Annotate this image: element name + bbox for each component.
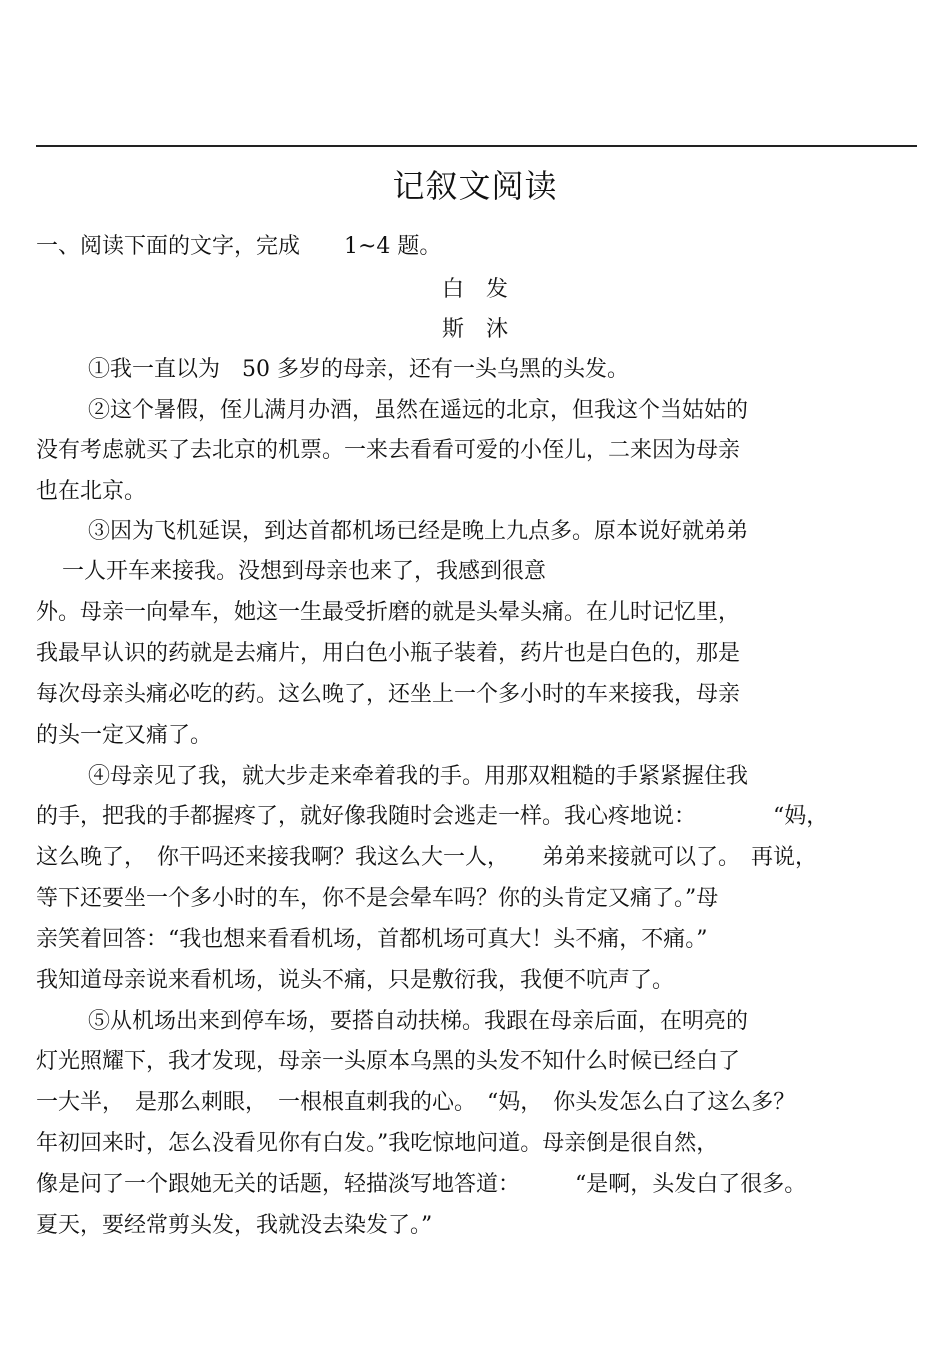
paragraph-line: 这么晚了， 你干吗还来接我啊？我这么大一人， 弟弟来接就可以了。 再说， xyxy=(36,845,818,870)
paragraph-line: ②这个暑假，侄儿满月办酒，虽然在遥远的北京，但我这个当姑姑的 xyxy=(88,398,749,423)
paragraph-line: 的手，把我的手都握疼了，就好像我随时会逃走一样。我心疼地说： “妈， xyxy=(36,804,829,829)
paragraph-line: 年初回来时，怎么没看见你有白发。”我吃惊地问道。母亲倒是很自然， xyxy=(36,1131,719,1156)
page-title: 记叙文阅读 xyxy=(392,167,558,205)
story-title: 白 发 xyxy=(441,277,508,302)
paragraph-line: ③因为飞机延误，到达首都机场已经是晚上九点多。原本说好就弟弟 xyxy=(88,519,749,544)
paragraph-line: 也在北京。 xyxy=(36,479,147,504)
paragraph-line: 外。母亲一向晕车，她这一生最受折磨的就是头晕头痛。在儿时记忆里， xyxy=(36,600,741,625)
paragraph-line: ①我一直以为 50 多岁的母亲，还有一头乌黑的头发。 xyxy=(88,357,629,382)
paragraph-line: 每次母亲头痛必吃的药。这么晚了，还坐上一个多小时的车来接我，母亲 xyxy=(36,682,741,707)
paragraph-line: 像是问了一个跟她无关的话题，轻描淡写地答道： “是啊，头发白了很多。 xyxy=(36,1172,807,1197)
paragraph-line: 没有考虑就买了去北京的机票。一来去看看可爱的小侄儿，二来因为母亲 xyxy=(36,438,741,463)
paragraph-line: 的头一定又痛了。 xyxy=(36,723,213,748)
paragraph-line: 一大半， 是那么刺眼， 一根根直刺我的心。 “妈， 你头发怎么白了这么多？ xyxy=(36,1090,796,1115)
paragraph-line: 亲笑着回答：“我也想来看看机场，首都机场可真大！头不痛，不痛。” xyxy=(36,927,708,952)
author: 斯 沐 xyxy=(441,317,508,342)
paragraph-line: ④母亲见了我，就大步走来牵着我的手。用那双粗糙的手紧紧握住我 xyxy=(88,764,749,789)
paragraph-line: 等下还要坐一个多小时的车，你不是会晕车吗？你的头肯定又痛了。”母 xyxy=(36,886,719,911)
paragraph-line: 我最早认识的药就是去痛片，用白色小瓶子装着，药片也是白色的，那是 xyxy=(36,641,741,666)
instruction: 一、阅读下面的文字，完成 1~4 题。 xyxy=(36,234,442,259)
paragraph-line: 我知道母亲说来看机场，说头不痛，只是敷衍我，我便不吭声了。 xyxy=(36,968,675,993)
paragraph-line: 夏天，要经常剪头发，我就没去染发了。” xyxy=(36,1213,433,1238)
paragraph-line: 一人开车来接我。没想到母亲也来了，我感到很意 xyxy=(62,559,547,584)
paragraph-line: ⑤从机场出来到停车场，要搭自动扶梯。我跟在母亲后面，在明亮的 xyxy=(88,1009,749,1034)
header-rule xyxy=(36,145,917,147)
paragraph-line: 灯光照耀下，我才发现，母亲一头原本乌黑的头发不知什么时候已经白了 xyxy=(36,1049,741,1074)
